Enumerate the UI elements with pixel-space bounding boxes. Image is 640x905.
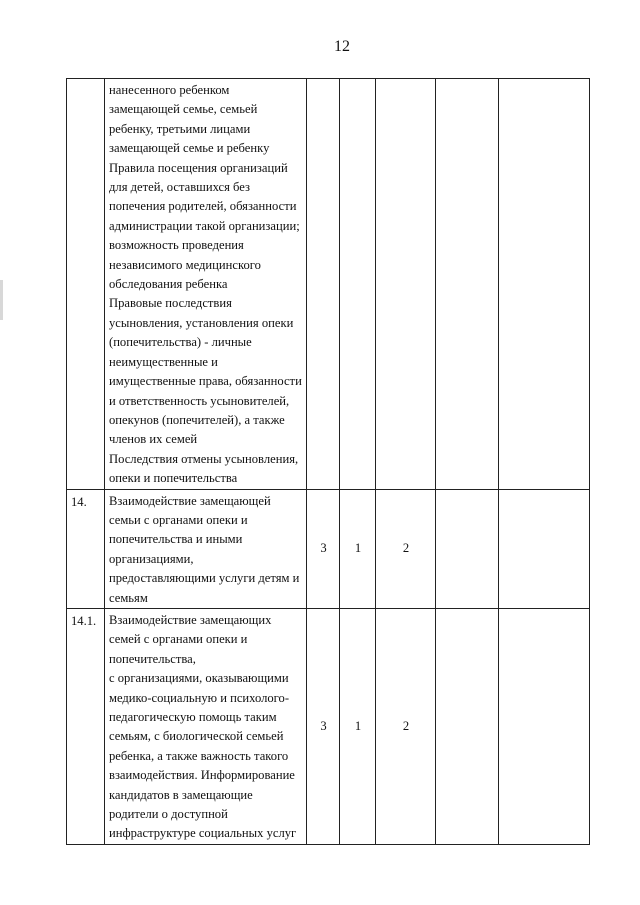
- text-line: взаимодействия. Информирование: [109, 768, 295, 783]
- text-line: администрации такой организации;: [109, 218, 300, 233]
- text-line: обследования ребенка: [109, 277, 228, 292]
- hours-lectures: [340, 79, 376, 490]
- text-line: возможность проведения: [109, 238, 244, 253]
- table-row: [67, 489, 590, 608]
- text-line: семьям: [109, 590, 148, 605]
- text-line: нанесенного ребенком: [109, 83, 230, 97]
- text-line: Правовые последствия: [109, 296, 232, 311]
- curriculum-table: [66, 78, 590, 845]
- row-number: 14.: [67, 489, 105, 608]
- hours-total: 3: [307, 489, 340, 608]
- text-line: ребенка, а также важность такого: [109, 748, 289, 763]
- table-row: [67, 608, 590, 844]
- topic-text: [105, 489, 307, 608]
- empty-cell: [499, 79, 590, 490]
- text-line: неимущественные и: [109, 354, 218, 369]
- hours-practice: 2: [376, 608, 436, 844]
- hours-lectures: 1: [340, 489, 376, 608]
- table-row: [67, 79, 590, 490]
- text-line: опекунов (попечителей), а также: [109, 412, 285, 427]
- empty-cell: [436, 608, 499, 844]
- row-number: 14.1.: [67, 608, 105, 844]
- text-line: попечительства и иными: [109, 532, 243, 547]
- text-line: усыновления, установления опеки: [109, 315, 294, 330]
- text-line: замещающей семье, семьей: [109, 102, 258, 117]
- text-line: независимого медицинского: [109, 257, 261, 272]
- text-line: родители о доступной: [109, 807, 228, 822]
- text-line: замещающей семье и ребенку: [109, 141, 270, 156]
- text-line: членов их семей: [109, 432, 198, 447]
- row-number: [67, 79, 105, 490]
- topic-text: [105, 79, 307, 490]
- empty-cell: [499, 608, 590, 844]
- page-number: 12: [334, 38, 350, 55]
- text-line: медико-социальную и психолого-: [109, 690, 290, 705]
- hours-lectures: 1: [340, 608, 376, 844]
- text-line: опеки и попечительства: [109, 471, 238, 486]
- text-line: организациями,: [109, 551, 194, 566]
- text-line: кандидатов в замещающие: [109, 787, 253, 802]
- text-line: ребенку, третьими лицами: [109, 121, 251, 136]
- text-line: педагогическую помощь таким: [109, 710, 277, 724]
- scan-edge-mark: [0, 280, 3, 320]
- empty-cell: [499, 489, 590, 608]
- hours-practice: [376, 79, 436, 490]
- text-line: имущественные права, обязанности: [109, 374, 302, 389]
- text-line: попечения родителей, обязанности: [109, 199, 297, 214]
- text-line: попечительства,: [109, 651, 196, 666]
- text-line: с организациями, оказывающими: [109, 671, 289, 686]
- empty-cell: [436, 489, 499, 608]
- text-line: (попечительства) - личные: [109, 335, 252, 350]
- text-line: Последствия отмены усыновления,: [109, 451, 299, 466]
- hours-practice: 2: [376, 489, 436, 608]
- text-line: семьи с органами опеки и: [109, 512, 248, 527]
- text-line: семей с органами опеки и: [109, 632, 248, 647]
- text-line: для детей, оставшихся без: [109, 180, 251, 195]
- text-line: Взаимодействие замещающей: [109, 493, 271, 508]
- text-line: предоставляющими услуги детям и: [109, 571, 300, 586]
- topic-text: [105, 608, 307, 844]
- text-line: инфраструктуре социальных услуг: [109, 826, 297, 841]
- hours-total: [307, 79, 340, 490]
- text-line: Взаимодействие замещающих: [109, 612, 272, 627]
- empty-cell: [436, 79, 499, 490]
- text-line: семьям, с биологической семьей: [109, 729, 284, 744]
- text-line: Правила посещения организаций: [109, 160, 288, 175]
- text-line: и ответственность усыновителей,: [109, 393, 290, 408]
- hours-total: 3: [307, 608, 340, 844]
